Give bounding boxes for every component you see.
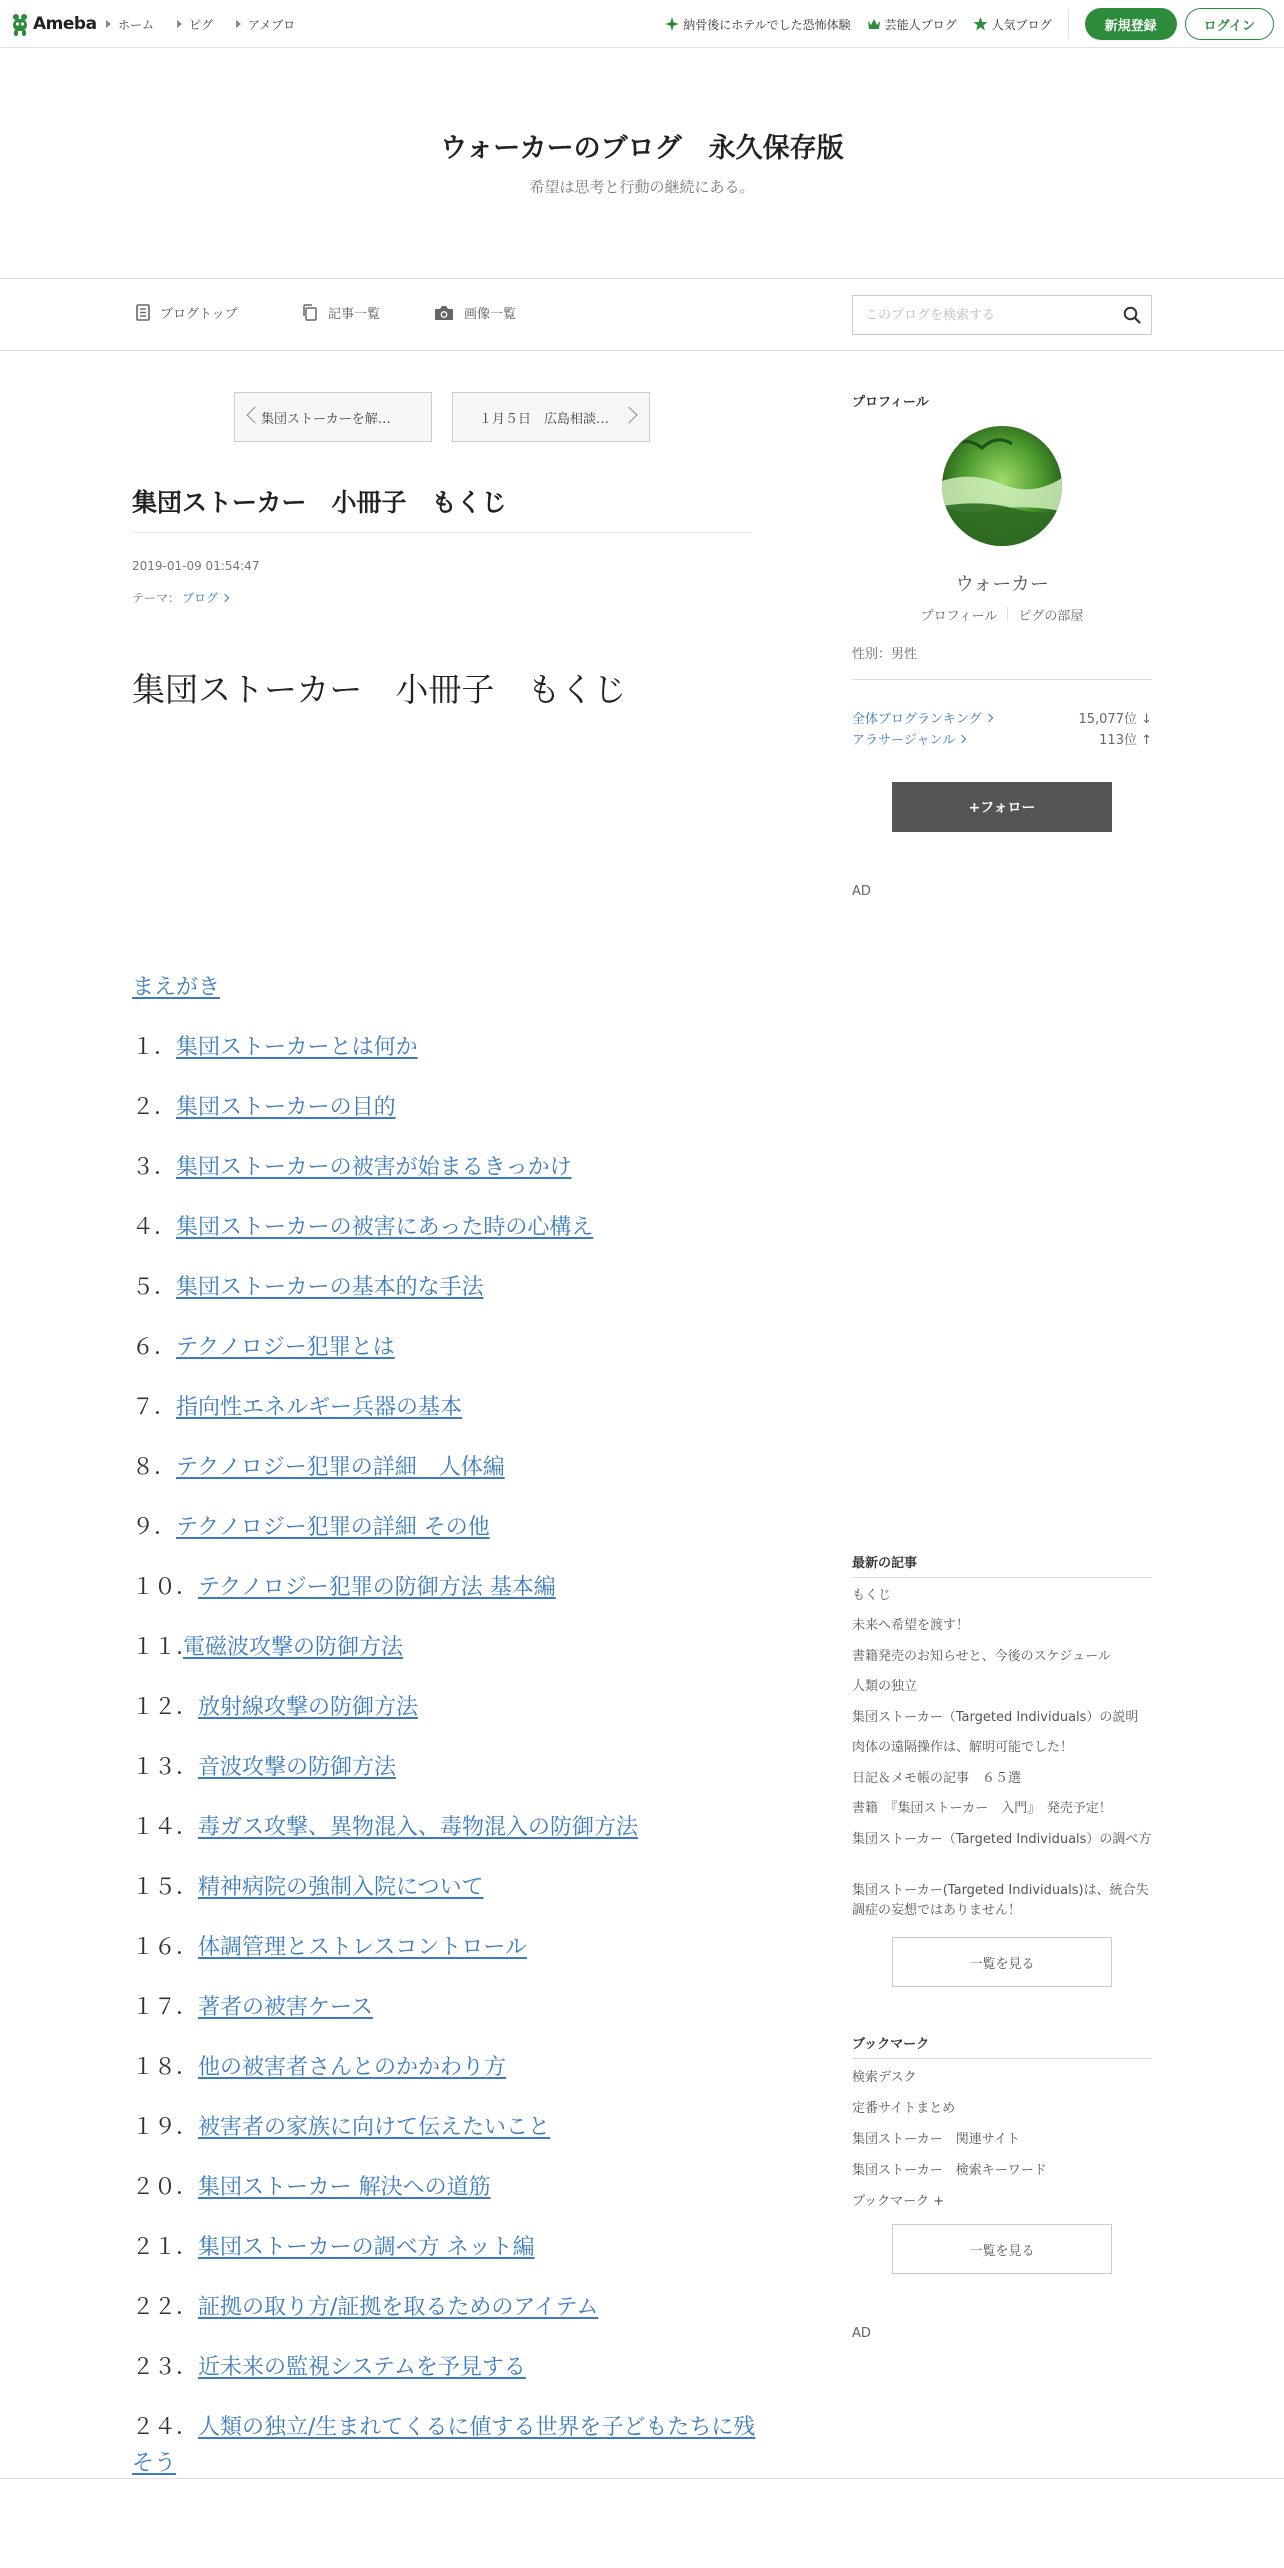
celebrity-blog-label: 芸能人ブログ — [884, 17, 957, 32]
sparkle-icon — [665, 17, 679, 31]
toc-item — [132, 2170, 491, 2206]
profile-links — [852, 605, 1152, 624]
toc-number: ７． — [132, 1395, 177, 1420]
ranking-link[interactable] — [852, 729, 965, 748]
toc-link[interactable]: 指向性エネルギー兵器の基本 — [176, 1395, 463, 1420]
toc-item — [132, 2410, 762, 2482]
profile-gender: 性別：男性 — [852, 647, 918, 662]
copy-icon — [302, 304, 318, 321]
profile-name: ウォーカー — [955, 573, 1049, 595]
divider — [852, 2058, 1152, 2059]
login-button[interactable]: ログイン — [1185, 8, 1274, 40]
toc-link[interactable]: 電磁波攻撃の防御方法 — [183, 1635, 404, 1660]
ranking-row — [852, 729, 1152, 748]
divider — [1007, 607, 1008, 621]
toc-link[interactable]: 集団ストーカーの基本的な手法 — [176, 1275, 484, 1300]
profile-photo — [942, 426, 1062, 546]
ranking-link[interactable] — [852, 708, 992, 727]
entry-theme — [132, 589, 228, 606]
toc-number: １９． — [132, 2115, 199, 2140]
recent-entry-link[interactable]: 書籍発売のお知らせと、今後のスケジュール — [852, 1649, 1111, 1664]
body-heading: 集団ストーカー 小冊子 もくじ — [132, 670, 627, 709]
ranking-label: 全体ブログランキング — [852, 712, 982, 727]
toc-item — [132, 2230, 535, 2266]
blog-header — [0, 48, 1284, 278]
nav-ameblo-label: アメブロ — [248, 17, 296, 32]
popular-blog-label: 人気ブログ — [991, 17, 1052, 32]
featured-article-link[interactable] — [665, 16, 850, 33]
recent-entry-link[interactable]: もくじ — [852, 1588, 892, 1603]
toc-number: １． — [132, 1035, 177, 1060]
toc-link[interactable]: 集団ストーカーの被害にあった時の心構え — [176, 1215, 594, 1240]
toc-item — [132, 1990, 373, 2026]
chevron-right-icon — [221, 593, 229, 601]
toc-item — [132, 1030, 418, 1066]
toc-item — [132, 1570, 556, 1606]
recent-entry-link[interactable]: 肉体の遠隔操作は、解明可能でした！ — [852, 1740, 1074, 1755]
toc-item — [132, 2050, 506, 2086]
toc-number: ３． — [132, 1155, 177, 1180]
document-icon — [136, 304, 150, 321]
divider — [852, 679, 1152, 680]
next-entry-label: １月５日 広島相談… — [479, 411, 610, 427]
blog-top-label: ブログトップ — [160, 307, 238, 322]
toc-number: １１. — [132, 1635, 183, 1660]
global-right — [649, 0, 1274, 48]
bookmark-heading: ブックマーク — [852, 2037, 930, 2052]
blog-top-link[interactable] — [136, 303, 238, 322]
toc-item — [132, 1870, 484, 1906]
global-header — [0, 0, 1284, 48]
celebrity-blog-link[interactable] — [867, 16, 957, 33]
toc-number: ２４． — [132, 2415, 199, 2440]
toc-link[interactable]: テクノロジー犯罪の詳細 その他 — [176, 1515, 490, 1540]
bookmark-add-link[interactable]: ブックマーク + — [852, 2194, 945, 2209]
ameba-logo[interactable] — [10, 12, 97, 36]
toc-link[interactable]: まえがき — [132, 975, 221, 1000]
popular-blog-link[interactable] — [973, 16, 1052, 33]
toc-link[interactable]: 証拠の取り方/証拠を取るためのアイテム — [198, 2295, 599, 2320]
toc-number: ２３． — [132, 2355, 199, 2380]
nav-pigg-label: ピグ — [189, 17, 214, 32]
toc-item — [132, 1390, 462, 1426]
toc-link[interactable]: 集団ストーカーとは何か — [176, 1035, 418, 1060]
entry-date: 2019-01-09 01:54:47 — [132, 559, 260, 573]
blog-nav — [0, 278, 1284, 351]
toc-number: ２． — [132, 1095, 177, 1120]
nav-home-label: ホーム — [118, 17, 155, 32]
next-entry-button[interactable] — [452, 392, 650, 442]
image-list-link[interactable] — [434, 303, 516, 322]
toc-item — [132, 1750, 396, 1786]
bookmark-link[interactable]: 検索デスク — [852, 2070, 917, 2085]
toc-number: １３． — [132, 1755, 199, 1780]
toc-link[interactable]: 音波攻撃の防御方法 — [198, 1755, 397, 1780]
camera-icon — [434, 305, 454, 321]
toc-number: １２． — [132, 1695, 199, 1720]
profile-link[interactable]: プロフィール — [920, 609, 998, 624]
star-icon — [973, 17, 988, 31]
search-input[interactable] — [853, 296, 1103, 334]
toc-number: ５． — [132, 1275, 177, 1300]
toc-item — [132, 1330, 395, 1366]
nav-home[interactable] — [106, 16, 154, 33]
toc-item — [132, 1690, 418, 1726]
toc-link[interactable]: 著者の被害ケース — [198, 1995, 373, 2020]
ranking-label: アラサージャンル — [852, 733, 956, 748]
divider — [852, 1577, 1152, 1578]
search-icon[interactable] — [1123, 306, 1141, 328]
toc-number: １４． — [132, 1815, 199, 1840]
avatar[interactable] — [942, 426, 1062, 546]
chevron-right-icon — [106, 20, 111, 28]
blog-search — [852, 295, 1152, 335]
blog-title[interactable]: ウォーカーのブログ 永久保存版 — [440, 133, 844, 164]
bookmark-link[interactable]: 定番サイトまとめ — [852, 2101, 956, 2116]
toc-number: ９． — [132, 1515, 177, 1540]
toc-link[interactable]: 放射線攻撃の防御方法 — [198, 1695, 419, 1720]
divider — [1068, 9, 1069, 39]
chevron-right-icon — [984, 713, 992, 721]
chevron-right-icon — [958, 734, 966, 742]
toc-item — [132, 2290, 598, 2326]
ranking-value: 113位 ↑ — [1099, 733, 1152, 748]
toc-item — [132, 2110, 550, 2146]
toc-link[interactable]: 集団ストーカーの目的 — [176, 1095, 396, 1120]
bookmark-more-button[interactable]: 一覧を見る — [892, 2224, 1112, 2274]
toc-item — [132, 1090, 396, 1126]
divider — [0, 2478, 1284, 2479]
ranking-value: 15,077位 ↓ — [1078, 712, 1152, 727]
toc-item — [132, 1810, 638, 1846]
entry-list-label: 記事一覧 — [328, 307, 381, 322]
chevron-right-icon — [236, 20, 241, 28]
theme-link[interactable]: ブログ — [182, 591, 219, 605]
featured-article-label: 納骨後にホテルでした恐怖体験 — [683, 17, 851, 32]
ameba-mascot-icon — [10, 12, 30, 36]
toc-item — [132, 970, 220, 1006]
profile-heading: プロフィール — [852, 395, 929, 410]
theme-prefix: テーマ： — [132, 591, 181, 605]
recent-more-button[interactable]: 一覧を見る — [892, 1937, 1112, 1987]
toc-link[interactable]: 精神病院の強制入院について — [198, 1875, 484, 1900]
toc-number: ２２． — [132, 2295, 199, 2320]
entry-title: 集団ストーカー 小冊子 もくじ — [132, 488, 507, 517]
toc-number: ８． — [132, 1455, 177, 1480]
blog-description: 希望は思考と行動の継続にある。 — [529, 178, 755, 196]
pig-room-link[interactable]: ピグの部屋 — [1018, 609, 1084, 624]
ranking-row — [852, 708, 1152, 727]
toc-link[interactable]: 集団ストーカーの調べ方 ネット編 — [198, 2235, 535, 2260]
nav-ameblo[interactable] — [236, 16, 295, 33]
toc-item — [132, 1630, 403, 1666]
toc-number: ４． — [132, 1215, 177, 1240]
recent-entry-link[interactable]: 人類の独立 — [852, 1679, 918, 1694]
toc-number: １７． — [132, 1995, 199, 2020]
bookmark-link[interactable]: 集団ストーカー 検索キーワード — [852, 2163, 1047, 2178]
ad-label: AD — [852, 2326, 871, 2341]
toc-link[interactable]: テクノロジー犯罪の詳細 人体編 — [176, 1455, 505, 1480]
toc-link[interactable]: 体調管理とストレスコントロール — [198, 1935, 527, 1960]
toc-link[interactable]: 近未来の監視システムを予見する — [198, 2355, 526, 2380]
recent-entries-heading: 最新の記事 — [852, 1556, 918, 1571]
toc-item — [132, 2350, 526, 2386]
follow-button[interactable]: +フォロー — [892, 782, 1112, 832]
bookmark-link[interactable]: 集団ストーカー 関連サイト — [852, 2132, 1020, 2147]
global-nav — [106, 0, 318, 48]
entry-list-link[interactable] — [302, 303, 380, 322]
toc-number: １８． — [132, 2055, 199, 2080]
toc-number: ２０． — [132, 2175, 199, 2200]
recent-entry-link[interactable]: 書籍 『集団ストーカー 入門』 発売予定！ — [852, 1801, 1112, 1816]
toc-item — [132, 1450, 505, 1486]
prev-entry-button[interactable] — [234, 392, 432, 442]
toc-item — [132, 1510, 490, 1546]
toc-link[interactable]: 毒ガス攻撃、異物混入、毒物混入の防御方法 — [198, 1815, 639, 1840]
toc-link[interactable]: テクノロジー犯罪とは — [176, 1335, 395, 1360]
toc-link[interactable]: テクノロジー犯罪の防御方法 基本編 — [198, 1575, 556, 1600]
crown-icon — [867, 18, 881, 30]
toc-number: １０． — [132, 1575, 199, 1600]
recent-entry-link[interactable]: 未来へ希望を渡す！ — [852, 1618, 970, 1633]
recent-entry-link[interactable]: 集団ストーカー（Targeted Individuals）の説明 — [852, 1710, 1139, 1725]
recent-entry-link[interactable]: 集団ストーカー(Targeted Individuals)は、統合失調症の妄想ではありません！ — [852, 1883, 1149, 1918]
chevron-right-icon — [621, 407, 638, 424]
image-list-label: 画像一覧 — [464, 307, 517, 322]
toc-item — [132, 1930, 527, 1966]
toc-number: ２１． — [132, 2235, 199, 2260]
register-button[interactable]: 新規登録 — [1085, 8, 1177, 40]
toc-number: １６． — [132, 1935, 199, 1960]
ad-label: AD — [852, 884, 871, 899]
toc-link[interactable]: 人類の独立/生まれてくるに値する世界を子どもたちに残そう — [132, 2415, 756, 2476]
toc-item — [132, 1150, 572, 1186]
toc-item — [132, 1270, 484, 1306]
toc-link[interactable]: 集団ストーカー 解決への道筋 — [198, 2175, 491, 2200]
toc-number: １５． — [132, 1875, 199, 1900]
logo-text: Ameba — [33, 14, 97, 34]
recent-entry-link[interactable]: 日記＆メモ帳の記事 ６５選 — [852, 1771, 1022, 1786]
toc-number: ６． — [132, 1335, 177, 1360]
prev-entry-label: 集団ストーカーを解… — [261, 411, 391, 427]
toc-link[interactable]: 被害者の家族に向けて伝えたいこと — [198, 2115, 551, 2140]
recent-entry-link[interactable]: 集団ストーカー（Targeted Individuals）の調べ方 — [852, 1832, 1152, 1847]
toc-link[interactable]: 他の被害者さんとのかかわり方 — [198, 2055, 507, 2080]
chevron-right-icon — [177, 20, 182, 28]
nav-pigg[interactable] — [177, 16, 213, 33]
toc-link[interactable]: 集団ストーカーの被害が始まるきっかけ — [176, 1155, 572, 1180]
toc-item — [132, 1210, 593, 1246]
divider — [132, 532, 752, 533]
